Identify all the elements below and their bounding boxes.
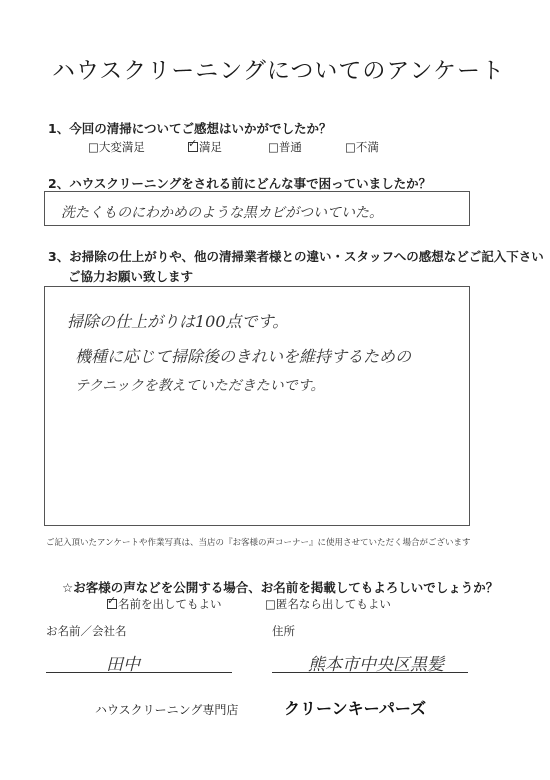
checked-checkbox-icon: ✓ — [107, 594, 117, 607]
q1-option-satisfied-label: 満足 — [199, 140, 222, 154]
question-2-answer-box[interactable] — [44, 191, 470, 226]
q1-option-very-satisfied[interactable]: □大変満足 — [88, 140, 145, 154]
q1-option-dissatisfied[interactable]: □不満 — [345, 140, 379, 154]
usage-notice: ご記入頂いたアンケートや作業写真は、当店の『お客様の声コーナー』に使用させていただく場合がございます — [46, 538, 471, 548]
name-value[interactable]: 田中 — [106, 655, 140, 675]
question-3-answer-line-2: 機種に応じて掃除後のきれいを維持するための — [75, 347, 412, 366]
question-3-label: 3、お掃除の仕上がりや、他の清掃業者様との違い・スタッフへの感想などご記入下さい — [48, 249, 544, 264]
address-label: 住所 — [272, 624, 295, 638]
question-2-answer: 洗たくものにわかめのような黒カビがついていた。 — [61, 205, 383, 221]
page-title: ハウスクリーニングについてのアンケート — [52, 58, 506, 84]
shop-name-logo: クリーンキーパーズ — [284, 699, 427, 718]
question-2-label: 2、ハウスクリーニングをされる前にどんな事で困っていましたか？ — [48, 176, 432, 191]
publish-question: ☆お客様の声などを公開する場合、お名前を掲載してもよろしいでしょうか？ — [62, 580, 499, 595]
publish-option-name-ok[interactable] — [107, 596, 222, 612]
q1-option-normal[interactable]: □普通 — [268, 140, 302, 154]
publish-option-name-ok-label: 名前を出してもよい — [118, 597, 222, 611]
address-value[interactable]: 熊本市中央区黒髪 — [308, 655, 444, 675]
checked-checkbox-icon: ✓ — [188, 137, 198, 150]
question-3-sublabel: ご協力お願い致します — [68, 269, 194, 284]
question-3-answer-line-1: 掃除の仕上がりは100点です。 — [67, 312, 289, 331]
question-3-answer-box[interactable] — [44, 286, 470, 526]
q1-option-satisfied[interactable] — [188, 139, 222, 155]
shop-type: ハウスクリーニング専門店 — [95, 703, 239, 717]
question-3-answer-line-3: テクニックを教えていただきたいです。 — [75, 378, 325, 394]
name-label: お名前／会社名 — [46, 624, 127, 638]
publish-option-anonymous[interactable]: □匿名なら出してもよい — [265, 597, 391, 611]
question-1-label: 1、今回の清掃についてご感想はいかがでしたか？ — [48, 121, 332, 136]
